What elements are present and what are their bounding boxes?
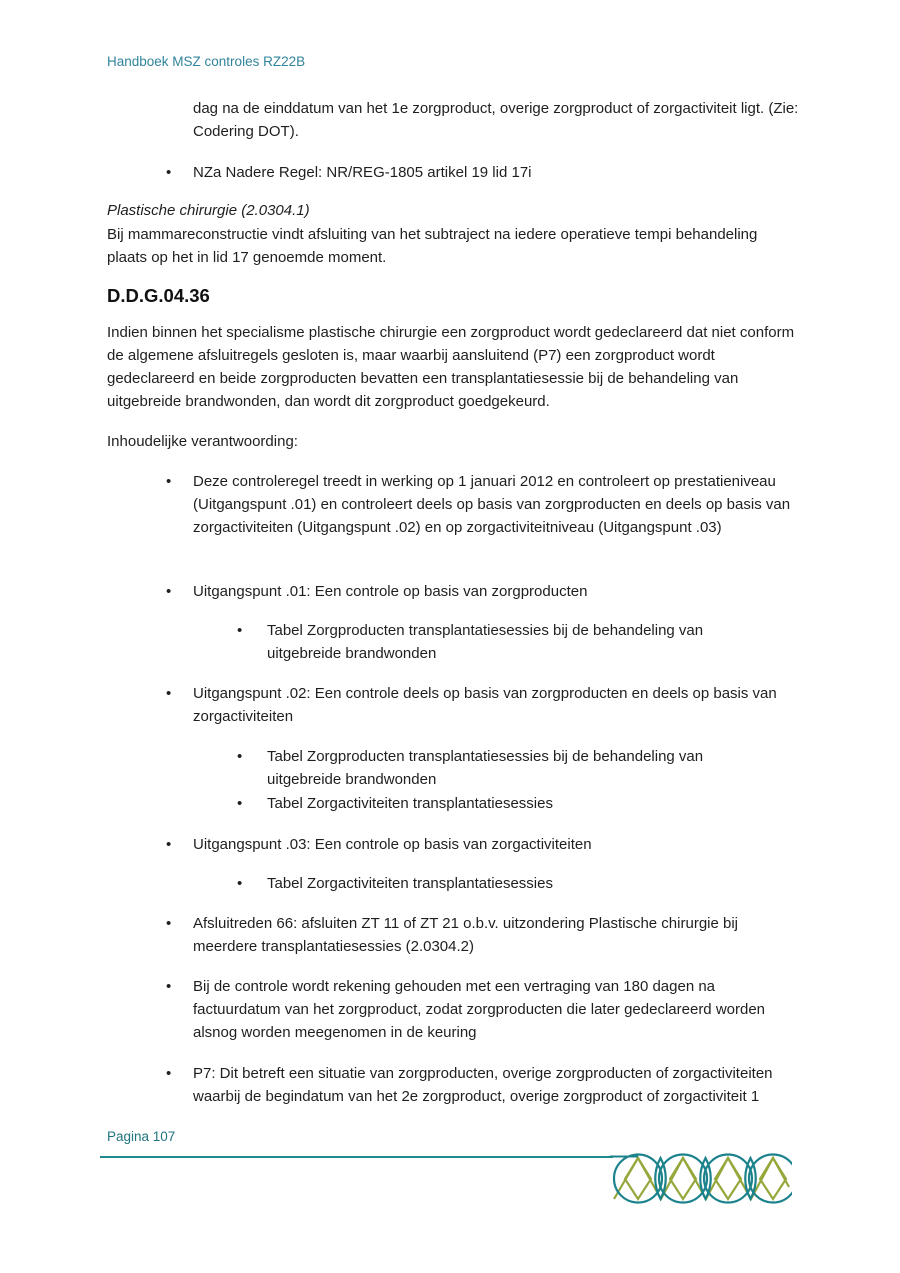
bullet-item: [166, 833, 802, 856]
bullet-marker: [166, 833, 193, 856]
bullet-text: Afsluitreden 66: afsluiten ZT 11 of ZT 21 o.b.v. uitzondering Plastische chirurgie bij meerdere transplantatiesessies (2.0304.2): [193, 915, 739, 955]
bullet-text: Uitgangspunt .01: Een controle op basis van zorgproducten: [193, 583, 588, 600]
bullet-marker: [166, 580, 193, 603]
bullet-marker: [237, 872, 267, 895]
bullet-item: [166, 912, 802, 958]
list-intro-label: Inhoudelijke verantwoording:: [107, 433, 298, 450]
footer-rule: [100, 1156, 613, 1158]
bullet-marker: [166, 1062, 193, 1108]
bullet-marker: [166, 161, 193, 184]
bullet-item: [166, 682, 802, 728]
bullet-text: Uitgangspunt .03: Een controle op basis van zorgactiviteiten: [193, 836, 592, 853]
bullet-item: [166, 975, 802, 1044]
bullet-marker: [237, 745, 267, 791]
bullet-item: [166, 1062, 802, 1108]
bullet-item: [166, 470, 802, 539]
bullet-item-sub: [237, 792, 765, 815]
section-heading: D.D.G.04.36: [107, 285, 210, 306]
brand-pattern-logo-icon: [610, 1152, 792, 1205]
bullet-marker: [166, 975, 193, 1044]
bullet-marker: [237, 619, 267, 665]
bullet-text: Tabel Zorgproducten transplantatiesessies bij de behandeling van uitgebreide brandwonden: [267, 748, 704, 788]
bullet-item-sub: [237, 619, 765, 665]
bullet-item: [166, 161, 802, 184]
bullet-marker: [166, 912, 193, 958]
section-paragraph: Indien binnen het specialisme plastische chirurgie een zorgproduct wordt gedeclareerd dat niet conform de algemene afsluitregels gesloten is, maar waarbij aansluitend (P7) een zorgproduct wordt gedeclareerd en beide zorgproducten bevatten een transplantatiesessie bij de behandeling van uitgebreide brandwonden, dan wordt dit zorgproduct goedgekeurd.: [107, 324, 795, 410]
bullet-text: Uitgangspunt .02: Een controle deels op basis van zorgproducten en deels op basis van zorgactiviteiten: [193, 685, 777, 725]
document-header-title: Handboek MSZ controles RZ22B: [107, 54, 306, 69]
bullet-text: NZa Nadere Regel: NR/REG-1805 artikel 19 lid 17i: [193, 164, 532, 181]
subsection-body: Bij mammareconstructie vindt afsluiting van het subtraject na iedere operatieve tempi behandeling plaats op het in lid 17 genoemde moment.: [107, 226, 758, 266]
bullet-text: Bij de controle wordt rekening gehouden met een vertraging van 180 dagen na factuurdatum van het zorgproduct, zodat zorgproducten die later gedeclareerd worden alsnog worden meegenomen in de keuring: [193, 978, 766, 1041]
bullet-item-sub: [237, 872, 765, 895]
bullet-text: P7: Dit betreft een situatie van zorgproducten, overige zorgproducten of zorgactiviteiten waarbij de begindatum van het 2e zorgproduct, overige zorgproduct of zorgactiviteit 1: [193, 1065, 773, 1105]
bullet-item: [166, 580, 802, 603]
bullet-item-sub: [237, 745, 765, 791]
footer-page-number: Pagina 107: [107, 1129, 176, 1144]
bullet-marker: [166, 470, 193, 539]
paragraph-continuation: dag na de einddatum van het 1e zorgproduct, overige zorgproduct of zorgactiviteit ligt. (Zie: Codering DOT).: [193, 100, 799, 140]
subsection-title: Plastische chirurgie (2.0304.1): [107, 202, 310, 219]
bullet-text: Tabel Zorgactiviteiten transplantatiesessies: [267, 795, 553, 812]
bullet-marker: [166, 682, 193, 728]
bullet-marker: [237, 792, 267, 815]
bullet-text: Tabel Zorgactiviteiten transplantatiesessies: [267, 875, 553, 892]
bullet-text: Tabel Zorgproducten transplantatiesessies bij de behandeling van uitgebreide brandwonden: [267, 622, 704, 662]
bullet-text: Deze controleregel treedt in werking op 1 januari 2012 en controleert op prestatieniveau (Uitgangspunt .01) en controleert deels op basis van zorgproducten en deels op basis van zorgactiviteiten (Uitgangspunt .02) en op zorgactiviteitniveau (Uitgangspunt .03): [193, 473, 791, 536]
